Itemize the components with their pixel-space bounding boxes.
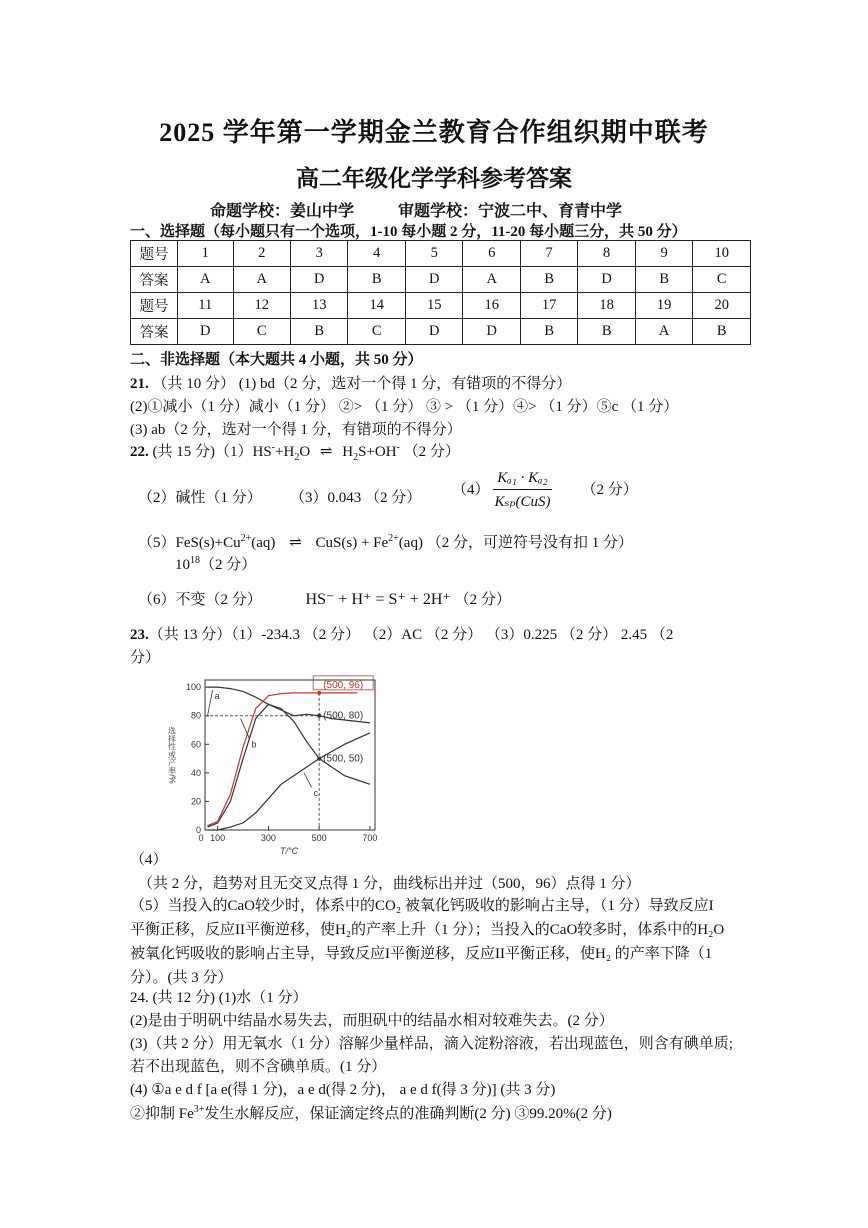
answer-cell: A xyxy=(178,267,234,293)
equilibrium-arrow: ⇌ xyxy=(319,444,333,460)
answer-table xyxy=(130,240,751,345)
row-label: 题号 xyxy=(131,293,178,319)
question-number-cell: 8 xyxy=(578,241,635,267)
answer-cell: C xyxy=(348,319,405,345)
question-number-cell: 15 xyxy=(405,293,462,319)
q23-part5 xyxy=(130,894,750,990)
q22-p1-sup1: - xyxy=(271,442,276,453)
question-number-cell: 3 xyxy=(291,241,348,267)
answer-cell: C xyxy=(233,319,290,345)
q24-last-line xyxy=(130,1102,612,1123)
q21-line3: (3) ab（2 分，选对一个得 1 分，有错项的不得分） xyxy=(130,422,462,438)
x-tick-label: 100 xyxy=(210,833,226,843)
q22-p5-label: （5）FeS(s)+Cu xyxy=(138,535,241,551)
series-line xyxy=(208,733,370,830)
question-number-cell: 19 xyxy=(635,293,692,319)
q24-last-pre: ②抑制 Fe xyxy=(130,1106,194,1122)
answer-cell: B xyxy=(578,319,635,345)
q22-part2: （2）碱性（1 分） xyxy=(138,490,262,506)
y-tick-label: 20 xyxy=(190,796,201,807)
chart-labels xyxy=(208,676,374,798)
answer-cell: D xyxy=(405,319,462,345)
answer-cell: D xyxy=(178,319,234,345)
series-label-leader xyxy=(208,690,213,716)
q22-p1-text: (共 15 分)（1）HS xyxy=(152,444,272,460)
row-label: 答案 xyxy=(131,319,178,345)
question-number-cell: 5 xyxy=(405,241,462,267)
q23-part5-line: 分）。(共 3 分） xyxy=(130,970,233,986)
q22-p5-mid: (aq) xyxy=(251,535,276,551)
q22-p1-score: （2 分） xyxy=(403,444,460,460)
answer-cell: A xyxy=(233,267,290,293)
q22-p6-equation: HS⁻ + H⁺ = S⁺ + 2H⁺ xyxy=(305,591,451,608)
q22-p1-sub2: 2 xyxy=(353,452,359,463)
series-label-leader xyxy=(304,773,312,787)
question-number-row xyxy=(131,293,751,319)
annotation-point xyxy=(317,757,321,761)
q24-block xyxy=(130,987,750,1102)
answer-cell: B xyxy=(291,319,348,345)
q23-number: 23. xyxy=(130,627,149,643)
series-line xyxy=(208,704,370,827)
q24-line: (4) ①a e d f [a e(得 1 分)，a e d(得 2 分)， a e d f(得 3 分)] (共 3 分) xyxy=(130,1082,556,1098)
q23-part5-line: 平衡正移，反应II平衡逆移，使H₂的产率上升（1 分）；当投入的CaO较多时，体系中的H₂O xyxy=(130,922,725,938)
question-number-cell: 9 xyxy=(635,241,692,267)
question-number-cell: 4 xyxy=(348,241,405,267)
annotation-label: (500, 80) xyxy=(323,710,364,722)
q22-part3: （3）0.043 （2 分） xyxy=(290,490,422,506)
answer-row xyxy=(131,319,751,345)
setter-school: 命题学校：姜山中学 xyxy=(210,203,355,220)
q24-line: (2)是由于明矾中结晶水易失去，而胆矾中的结晶水相对较难失去。(2 分） xyxy=(130,1013,614,1029)
q21-line1 xyxy=(130,372,571,393)
q24-line: 24. (共 12 分) (1)水（1 分） xyxy=(130,990,308,1006)
q24-last-post: 发生水解反应，保证滴定终点的准确判断(2 分) ③99.20%(2 分) xyxy=(204,1106,612,1122)
answer-cell: B xyxy=(635,267,692,293)
q22-part4 xyxy=(452,470,638,511)
q22-p4-fraction xyxy=(493,470,551,511)
q22-p1-mid: +H xyxy=(275,444,295,460)
answer-cell: D xyxy=(291,267,348,293)
q22-p1-mid2: O xyxy=(299,444,311,460)
q22-p6-score: （2 分） xyxy=(454,592,511,608)
q24-last-sup: 3+ xyxy=(193,1104,205,1115)
y-tick-label: 60 xyxy=(190,739,201,750)
q22-p5-k xyxy=(175,553,256,574)
document-title: 2025 学年第一学期金兰教育合作组织期中联考 xyxy=(159,118,709,147)
x-origin-label: 0 xyxy=(198,833,204,843)
school-info xyxy=(210,198,662,221)
x-axis-label: T/°C xyxy=(280,846,299,856)
annotation-label: (500, 96) xyxy=(323,679,364,691)
question-number-cell: 10 xyxy=(693,241,751,267)
section2-heading: 二、非选择题（本大题共 4 小题，共 50 分） xyxy=(130,352,423,368)
q23-part4-note: （共 2 分，趋势对且无交叉点得 1 分，曲线标出并过（500，96）点得 1 分） xyxy=(138,876,641,892)
annotation-label: (500, 50) xyxy=(323,753,364,765)
q24-line: (3)（共 2 分）用无氧水（1 分）溶解少量样品，滴入淀粉溶液，若出现蓝色，则含有碘单质; xyxy=(130,1036,733,1052)
answer-cell: A xyxy=(635,319,692,345)
row-label: 答案 xyxy=(131,267,178,293)
question-number-cell: 7 xyxy=(520,241,577,267)
q21-number: 21. xyxy=(130,376,149,392)
fraction-numerator: Kₐ₁ · Kₐ₂ xyxy=(493,470,551,490)
question-number-row xyxy=(131,241,751,267)
question-number-cell: 17 xyxy=(520,293,577,319)
q23-part4-label: （4） xyxy=(130,852,168,868)
document-subtitle: 高二年级化学学科参考答案 xyxy=(296,166,572,191)
k-exponent: 18 xyxy=(190,555,200,566)
x-tick-label: 300 xyxy=(260,833,276,843)
question-number-cell: 16 xyxy=(463,293,520,319)
k-score: （2 分） xyxy=(200,557,257,573)
y-axis-label: 选择性或产率/% xyxy=(167,726,177,784)
yield-chart xyxy=(160,665,390,860)
q22-p5-sup: 2+ xyxy=(240,533,252,544)
x-tick-label: 500 xyxy=(311,833,327,843)
annotation-point xyxy=(317,714,321,718)
y-tick-label: 40 xyxy=(190,767,201,778)
answer-cell: D xyxy=(405,267,462,293)
q23-line1b: 分） xyxy=(130,650,161,666)
answer-cell: B xyxy=(520,319,577,345)
q22-part5 xyxy=(138,531,633,552)
series-label-leader xyxy=(241,719,250,739)
question-number-cell: 2 xyxy=(233,241,290,267)
answer-cell: D xyxy=(578,267,635,293)
q22-number: 22. xyxy=(130,444,149,460)
q22-p4-label: （4） xyxy=(452,481,490,498)
question-number-cell: 11 xyxy=(178,293,234,319)
answer-cell: B xyxy=(520,267,577,293)
q22-p1-sup2: - xyxy=(396,442,400,453)
answer-cell: B xyxy=(693,319,751,345)
equilibrium-arrow: ⇌ xyxy=(289,535,302,551)
q23-part5-line: 被氧化钙吸收的影响占主导，导致反应I平衡逆移，反应II平衡正移，使H₂ 的产率下降（1 xyxy=(130,946,713,962)
q22-p5-rhs2: (aq) （2 分，可逆符号没有扣 1 分） xyxy=(398,535,633,551)
section1-heading: 一、选择题（每小题只有一个选项，1-10 每小题 2 分，11-20 每小题三分，共 50 分） xyxy=(130,224,687,240)
y-tick-label: 80 xyxy=(190,710,201,721)
q23-line1 xyxy=(130,623,673,644)
answer-cell: A xyxy=(463,267,520,293)
question-number-cell: 18 xyxy=(578,293,635,319)
question-number-cell: 1 xyxy=(178,241,234,267)
k-base: 10 xyxy=(175,557,190,573)
fraction-denominator: Kₛₚ(CuS) xyxy=(494,494,551,510)
series-label-c: c xyxy=(313,788,319,799)
question-number-cell: 6 xyxy=(463,241,520,267)
q22-part1 xyxy=(130,440,460,463)
q22-p6-label: （6）不变（2 分） xyxy=(138,592,262,608)
q21-line2: (2)①减小（1 分）减小（1 分） ②> （1 分） ③ > （1 分）④> （1 分）⑤c （1 分） xyxy=(130,399,679,415)
q22-part6 xyxy=(138,588,511,609)
y-tick-label: 100 xyxy=(185,682,201,693)
q21-text1: （共 10 分） (1) bd（2 分，选对一个得 1 分，有错项的不得分） xyxy=(152,376,572,392)
q23-text1: （共 13 分）（1）-234.3 （2 分） （2）AC （2 分） （3）0.225 （2 分） 2.45 （2 xyxy=(148,627,674,643)
q23-part5-line: （5）当投入的CaO较少时，体系中的CO₂ 被氧化钙吸收的影响占主导，（1 分）导致反应I xyxy=(130,898,714,914)
answer-cell: B xyxy=(348,267,405,293)
q22-p1-rhs: H xyxy=(342,444,354,460)
series-label-a: a xyxy=(214,691,220,701)
q22-p5-sup2: 2+ xyxy=(388,533,399,544)
question-number-cell: 20 xyxy=(693,293,751,319)
answer-cell: C xyxy=(693,267,751,293)
question-number-cell: 13 xyxy=(291,293,348,319)
x-tick-label: 700 xyxy=(362,833,378,843)
answer-cell: D xyxy=(463,319,520,345)
q22-p1-rhs2: S+OH xyxy=(358,444,397,460)
question-number-cell: 12 xyxy=(233,293,290,319)
row-label: 题号 xyxy=(131,241,178,267)
q22-p1-sub1: 2 xyxy=(294,452,300,463)
q22-p4-score: （2 分） xyxy=(581,481,638,498)
answer-row xyxy=(131,267,751,293)
reviewer-school: 审题学校：宁波二中、育青中学 xyxy=(398,203,623,220)
q22-p5-rhs: CuS(s) + Fe xyxy=(315,535,389,551)
annotation-point xyxy=(317,691,321,695)
question-number-cell: 14 xyxy=(348,293,405,319)
series-label-b: b xyxy=(251,739,257,750)
q24-line: 若不出现蓝色，则不含碘单质。(1 分） xyxy=(130,1059,387,1075)
y-tick-label: 0 xyxy=(195,825,201,835)
